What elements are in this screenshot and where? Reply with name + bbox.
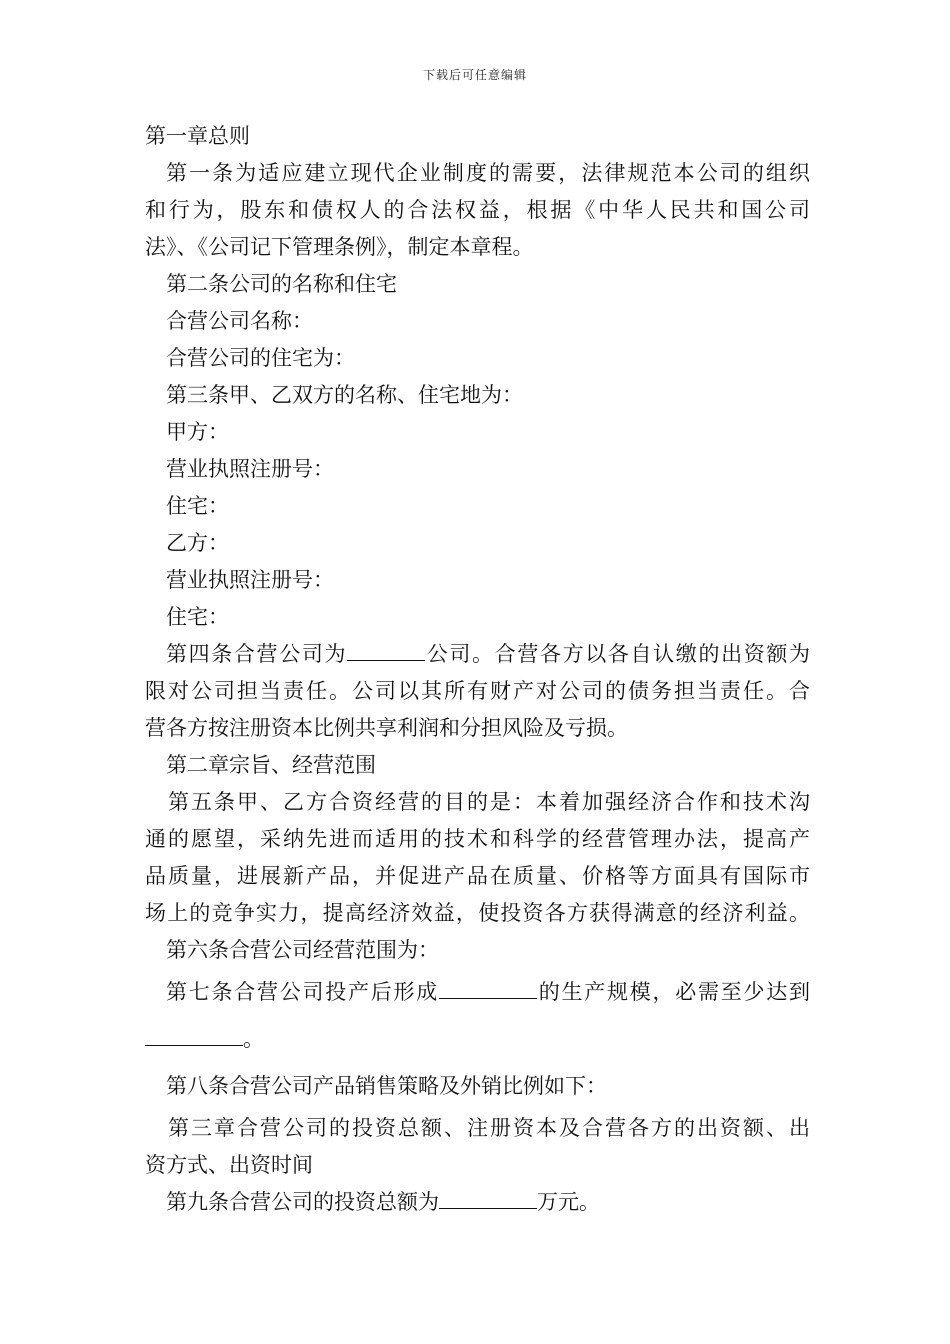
minimum-scale-blank — [145, 1023, 243, 1046]
article-1-line-1: 第一条为适应建立现代企业制度的需要，法律规范本公司的组织 — [166, 161, 810, 185]
article-7-end: 。 — [243, 1027, 264, 1051]
party-a-address-label: 住宅： — [166, 494, 229, 518]
article-1-line-3: 法》、《公司记下管理条例》，制定本章程。 — [145, 235, 534, 259]
article-4-suffix: 公司。合营各方以各自认缴的出资额为 — [425, 642, 811, 666]
article-1-line-2: 和行为，股东和债权人的合法权益，根据《中华人民共和国公司 — [145, 198, 810, 222]
party-b-license-label: 营业执照注册号： — [166, 568, 334, 592]
article-9 — [145, 1184, 810, 1221]
article-6: 第六条合营公司经营范围为： — [166, 938, 439, 962]
party-b-address-label: 住宅： — [166, 605, 229, 629]
chapter-3-line-1: 第三章合营公司的投资总额、注册资本及合营各方的出资额、出 — [168, 1116, 810, 1140]
jv-company-address-label: 合营公司的住宅为： — [166, 346, 355, 370]
article-4-line-2: 限对公司担当责任。公司以其所有财产对公司的债务担当责任。合 — [145, 679, 810, 703]
article-7-prefix: 第七条合营公司投产后形成 — [166, 980, 439, 1004]
party-a-label: 甲方： — [166, 420, 229, 444]
article-3: 第三条甲、乙双方的名称、住宅地为： — [166, 383, 523, 407]
article-4-line-3: 营各方按注册资本比例共享利润和分担风险及亏损。 — [145, 716, 628, 740]
chapter-3-line-2: 资方式、出资时间 — [145, 1153, 313, 1177]
article-8: 第八条合营公司产品销售策略及外销比例如下： — [166, 1074, 607, 1098]
article-7-line-1 — [145, 969, 810, 1016]
article-5-line-1: 第五条甲、乙方合资经营的目的是：本着加强经济合作和技术沟 — [168, 790, 810, 814]
article-7-line-2 — [145, 1016, 810, 1063]
company-type-blank — [347, 638, 425, 661]
article-9-suffix: 万元。 — [537, 1190, 600, 1214]
total-investment-blank — [439, 1186, 537, 1209]
jv-company-name-label: 合营公司名称： — [166, 309, 313, 333]
article-5-line-4: 场上的竞争实力，提高经济效益，使投资各方获得满意的经济利益。 — [145, 901, 810, 925]
article-5-line-3: 品质量，进展新产品，并促进产品在质量、价格等方面具有国际市 — [145, 864, 810, 888]
party-a-license-label: 营业执照注册号： — [166, 457, 334, 481]
chapter-1-title: 第一章总则 — [145, 124, 250, 148]
article-5-line-2: 通的愿望，采纳先进而适用的技术和科学的经营管理办法，提高产 — [145, 827, 810, 851]
article-4-prefix: 第四条合营公司为 — [166, 642, 348, 666]
article-9-prefix: 第九条合营公司的投资总额为 — [166, 1190, 439, 1214]
chapter-2-title: 第二章宗旨、经营范围 — [166, 753, 376, 777]
article-2: 第二条公司的名称和住宅 — [166, 272, 397, 296]
party-b-label: 乙方： — [166, 531, 229, 555]
document-body — [145, 118, 810, 1221]
article-4-line-1 — [145, 636, 810, 673]
article-7-suffix: 的生产规模，必需至少达到 — [537, 980, 810, 1004]
production-scale-blank — [439, 976, 537, 999]
page-header-note: 下载后可任意编辑 — [422, 68, 527, 82]
